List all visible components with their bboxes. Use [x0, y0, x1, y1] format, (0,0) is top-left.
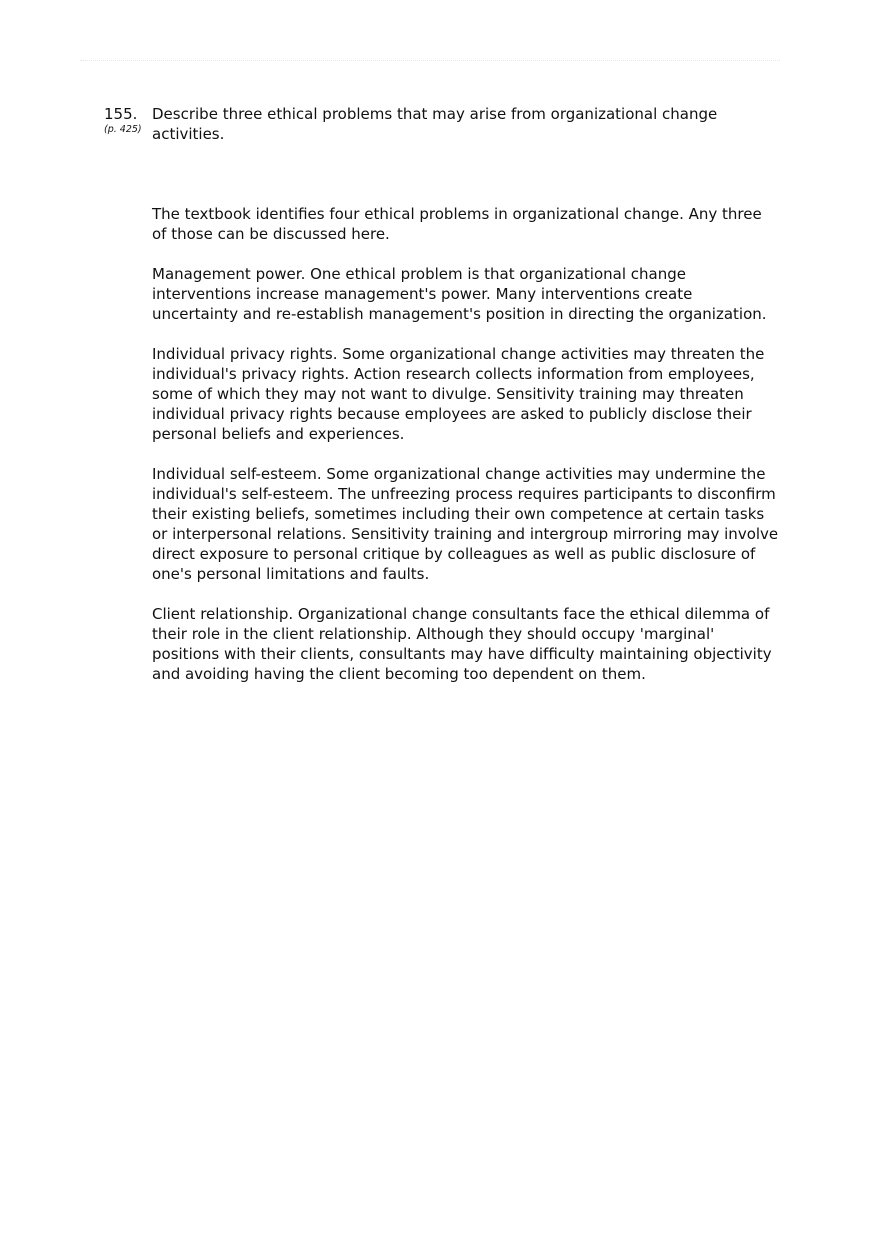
question-number: 155.	[104, 105, 138, 123]
answer-block	[152, 204, 780, 704]
answer-intro-paragraph: The textbook identifies four ethical problems in organizational change. Any three of those can be discussed here.	[152, 205, 762, 243]
answer-paragraph-self-esteem: Individual self-esteem. Some organizational change activities may undermine the individual's self-esteem. The unfreezing process requires participants to disconfirm their existing beliefs, sometimes including their own competence at certain tasks or interpersonal relations. Sensitivity training and intergroup mirroring may involve direct exposure to personal critique by colleagues as well as public disclosure of one's personal limitations and faults.	[152, 465, 779, 583]
answer-paragraph-client-relationship: Client relationship. Organizational change consultants face the ethical dilemma of their role in the client relationship. Although they should occupy 'marginal' positions with their clients, consultants may have difﬁculty maintaining objectivity and avoiding having the client becoming too dependent on them.	[152, 605, 772, 683]
header-divider	[80, 60, 780, 61]
answer-paragraph-privacy-rights: Individual privacy rights. Some organizational change activities may threaten the individual's privacy rights. Action research collects information from employees, some of which they may not want to divulge. Sensitivity training may threaten individual privacy rights because employees are asked to publicly disclose their personal beliefs and experiences.	[152, 345, 765, 443]
question-text: Describe three ethical problems that may arise from organizational change activities.	[152, 105, 718, 143]
question-page-reference: (p. 425)	[104, 124, 142, 135]
answer-paragraph-management-power: Management power. One ethical problem is that organizational change interventions increase management's power. Many interventions create uncertainty and re-establish management's position in directing the organization.	[152, 265, 767, 323]
